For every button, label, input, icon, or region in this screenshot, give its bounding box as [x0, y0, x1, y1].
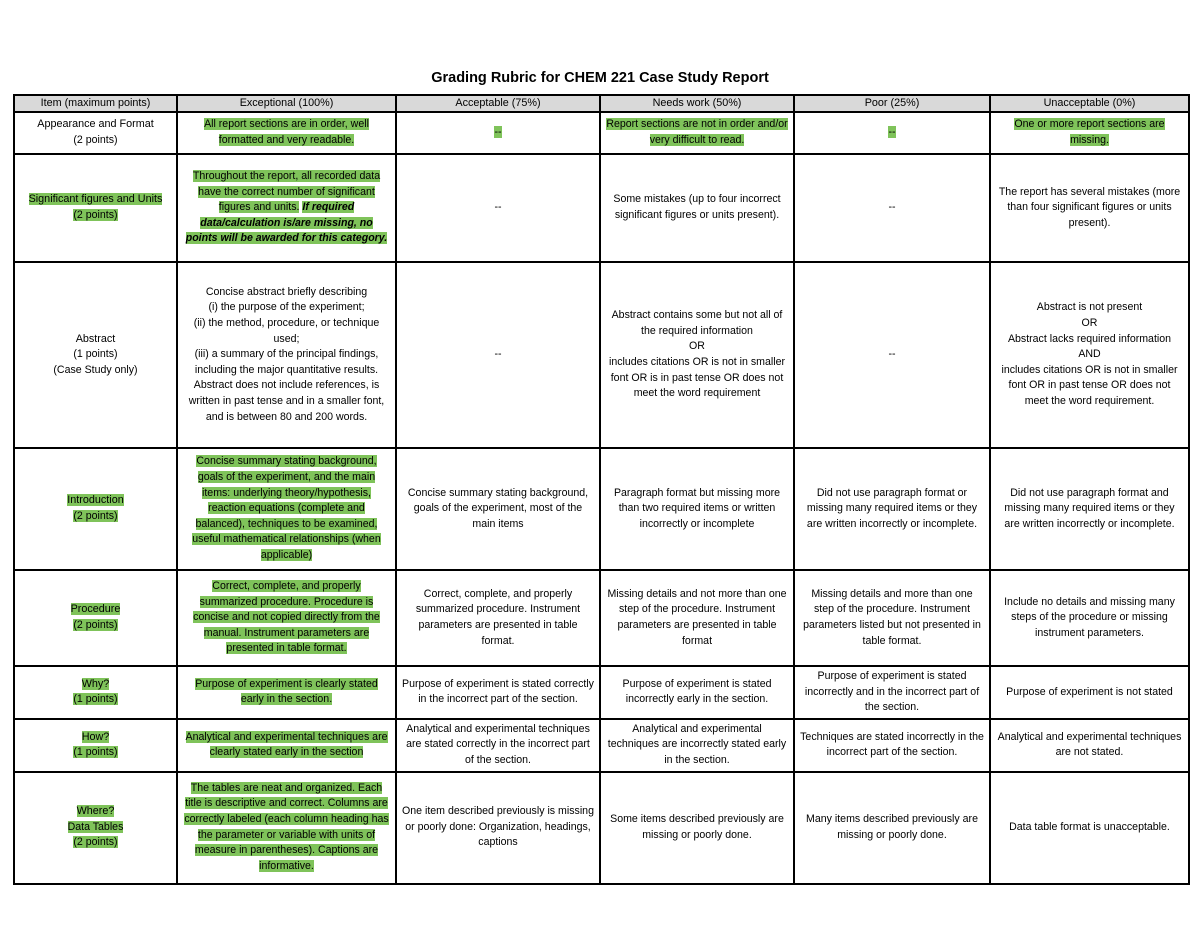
criterion-points: (1 points) — [73, 746, 118, 759]
unacceptable-cell: Did not use paragraph format and missing many required items or they are written incorrectly or incomplete. — [990, 448, 1189, 570]
table-row — [14, 570, 1189, 666]
header-row — [14, 95, 1189, 112]
header-exceptional: Exceptional (100%) — [177, 95, 396, 112]
needs-work-cell — [600, 112, 794, 154]
exceptional-cell — [177, 112, 396, 154]
exceptional-line: Concise abstract briefly describing — [205, 285, 368, 298]
header-item: Item (maximum points) — [14, 95, 177, 112]
criterion-points: (1 points) — [73, 693, 118, 706]
needs-work-line: Abstract contains some but not all of the required information — [611, 309, 783, 337]
header-needs-work: Needs work (50%) — [600, 95, 794, 112]
acceptable-cell: -- — [396, 154, 600, 262]
needs-work-cell: Some mistakes (up to four incorrect significant figures or units present). — [600, 154, 794, 262]
poor-cell: Did not use paragraph format or missing many required items or they are written incorrectly or incomplete. — [794, 448, 990, 570]
criterion-name: Introduction — [67, 494, 124, 507]
unacceptable-line: Abstract is not present — [1036, 301, 1143, 314]
unacceptable-line: includes citations OR is not in smaller font OR in past tense OR does not meet the word requirement. — [1001, 363, 1178, 407]
criterion-cell — [14, 154, 177, 262]
criterion-points: (1 points) — [73, 348, 118, 361]
unacceptable-line: Abstract lacks required information — [1007, 332, 1172, 345]
poor-cell: -- — [794, 262, 990, 448]
unacceptable-line: AND — [1078, 348, 1101, 361]
needs-work-text: Report sections are not in order and/or very difficult to read. — [606, 118, 788, 146]
poor-cell — [794, 112, 990, 154]
unacceptable-cell — [990, 262, 1189, 448]
criterion-points: (2 points) — [73, 619, 118, 631]
table-row — [14, 448, 1189, 570]
rubric-table — [13, 94, 1190, 885]
criterion-cell — [14, 719, 177, 772]
table-row — [14, 262, 1189, 448]
needs-work-cell — [600, 262, 794, 448]
exceptional-cell — [177, 666, 396, 719]
exceptional-text: The tables are neat and organized. Each title is descriptive and correct. Columns are correctly labeled (each column heading has the parameter or variable with units of measure in parentheses). Captions are informative. — [184, 781, 389, 872]
acceptable-text: -- — [494, 126, 502, 139]
unacceptable-cell: Data table format is unacceptable. — [990, 772, 1189, 884]
criterion-points: (2 points) — [73, 209, 118, 221]
poor-cell: Missing details and more than one step of the procedure. Instrument parameters listed but not presented in table format. — [794, 570, 990, 666]
exceptional-line: (i) the purpose of the experiment; — [208, 301, 365, 314]
exceptional-text: Purpose of experiment is clearly stated early in the section. — [195, 677, 378, 706]
needs-work-cell: Missing details and not more than one step of the procedure. Instrument parameters are presented in table format — [600, 570, 794, 666]
criterion-name: Appearance and Format — [37, 118, 154, 131]
criterion-name: Procedure — [70, 603, 121, 616]
exceptional-text: All report sections are in order, well formatted and very readable. — [204, 118, 369, 146]
unacceptable-line: OR — [1081, 317, 1098, 330]
exceptional-text: Throughout the report, all recorded data have the correct number of significant figures and units. — [192, 170, 381, 214]
unacceptable-text: One or more report sections are missing. — [1014, 118, 1165, 146]
criterion-points: (2 points) — [73, 134, 118, 146]
needs-work-line: OR — [689, 340, 705, 353]
unacceptable-cell: The report has several mistakes (more than four significant figures or units present). — [990, 154, 1189, 262]
table-row — [14, 719, 1189, 772]
header-poor: Poor (25%) — [794, 95, 990, 112]
criterion-cell — [14, 772, 177, 884]
exceptional-cell — [177, 570, 396, 666]
table-row — [14, 772, 1189, 884]
poor-cell: -- — [794, 154, 990, 262]
acceptable-cell: Correct, complete, and properly summarized procedure. Instrument parameters are presented in table format. — [396, 570, 600, 666]
criterion-points: (2 points) — [73, 510, 118, 522]
exceptional-text: Concise summary stating background, goals of the experiment, and the main items: underlying theory/hypothesis, reaction equations (complete and balanced), techniques to be examined, useful mathematical relationships (when applicable) — [192, 455, 381, 561]
exceptional-text: Analytical and experimental techniques are clearly stated early in the section — [185, 730, 388, 759]
needs-work-line: includes citations OR is not in smaller font OR is in past tense OR does not meet the word requirement — [608, 356, 786, 400]
poor-cell: Purpose of experiment is stated incorrectly and in the incorrect part of the section. — [794, 666, 990, 719]
exceptional-cell — [177, 448, 396, 570]
unacceptable-cell: Analytical and experimental techniques are not stated. — [990, 719, 1189, 772]
criterion-cell — [14, 666, 177, 719]
needs-work-cell: Analytical and experimental techniques are incorrectly stated early in the section. — [600, 719, 794, 772]
exceptional-cell — [177, 772, 396, 884]
acceptable-cell — [396, 112, 600, 154]
unacceptable-cell — [990, 112, 1189, 154]
unacceptable-cell: Include no details and missing many steps of the procedure or missing instrument parameters. — [990, 570, 1189, 666]
criterion-name: Abstract — [75, 332, 116, 345]
exceptional-line: (iii) a summary of the principal findings, including the major quantitative results. — [194, 348, 379, 376]
criterion-subname: Data Tables — [67, 820, 124, 833]
exceptional-line: (ii) the method, procedure, or technique used; — [193, 317, 380, 345]
criterion-name: Significant figures and Units — [28, 193, 163, 206]
poor-cell: Techniques are stated incorrectly in the incorrect part of the section. — [794, 719, 990, 772]
unacceptable-cell: Purpose of experiment is not stated — [990, 666, 1189, 719]
acceptable-cell: Purpose of experiment is stated correctly in the incorrect part of the section. — [396, 666, 600, 719]
exceptional-line: Abstract does not include references, is written in past tense and in a smaller font, and is between 80 and 200 words. — [188, 379, 385, 423]
acceptable-cell: Concise summary stating background, goals of the experiment, most of the main items — [396, 448, 600, 570]
page-title: Grading Rubric for CHEM 221 Case Study Report — [431, 70, 769, 86]
acceptable-cell: Analytical and experimental techniques are stated correctly in the incorrect part of the section. — [396, 719, 600, 772]
criterion-name: Where? — [76, 805, 115, 818]
table-row — [14, 112, 1189, 154]
header-acceptable: Acceptable (75%) — [396, 95, 600, 112]
poor-text: -- — [888, 126, 896, 139]
criterion-name: How? — [81, 730, 110, 743]
exceptional-text: Correct, complete, and properly summarized procedure. Procedure is concise and not copied directly from the manual. Instrument parameters are presented in table format. — [193, 580, 380, 655]
criterion-name: Why? — [81, 677, 110, 690]
criterion-cell — [14, 112, 177, 154]
exceptional-cell — [177, 154, 396, 262]
exceptional-cell — [177, 262, 396, 448]
acceptable-cell: -- — [396, 262, 600, 448]
table-row — [14, 154, 1189, 262]
table-row — [14, 666, 1189, 719]
criterion-cell — [14, 262, 177, 448]
exceptional-cell — [177, 719, 396, 772]
needs-work-cell: Paragraph format but missing more than two required items or written incorrectly or incomplete — [600, 448, 794, 570]
needs-work-cell: Purpose of experiment is stated incorrectly early in the section. — [600, 666, 794, 719]
criterion-cell — [14, 570, 177, 666]
criterion-note: (Case Study only) — [53, 363, 138, 376]
poor-cell: Many items described previously are missing or poorly done. — [794, 772, 990, 884]
acceptable-cell: One item described previously is missing or poorly done: Organization, headings, captions — [396, 772, 600, 884]
needs-work-cell: Some items described previously are missing or poorly done. — [600, 772, 794, 884]
criterion-points: (2 points) — [73, 836, 118, 849]
exceptional-note: If required data/calculation is/are missing, no points will be awarded for this category. — [185, 201, 388, 245]
header-unacceptable: Unacceptable (0%) — [990, 95, 1189, 112]
criterion-cell — [14, 448, 177, 570]
